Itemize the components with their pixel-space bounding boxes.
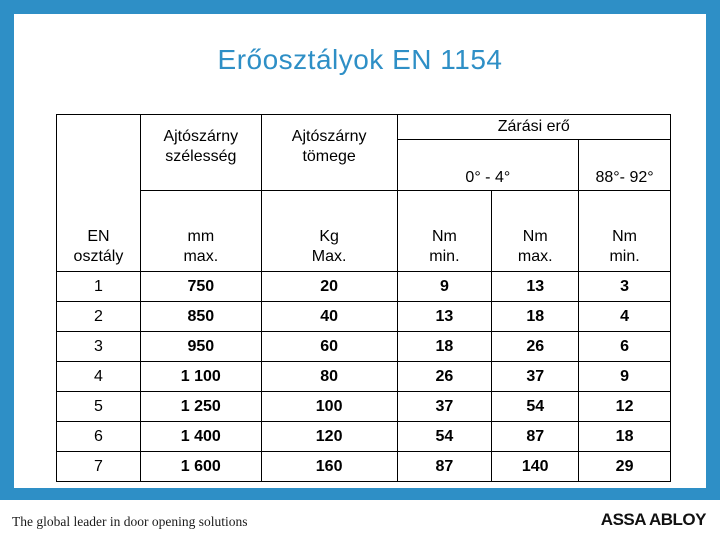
cell-mass: 80 xyxy=(261,362,397,392)
cell-min-88-92: 6 xyxy=(579,332,671,362)
cell-min-88-92: 9 xyxy=(579,362,671,392)
header-width-line2: szélesség xyxy=(165,148,237,165)
cell-class: 5 xyxy=(57,392,141,422)
table-row xyxy=(57,392,671,422)
unit-width-line2: max. xyxy=(183,248,219,265)
unit-nm-min-1-line1: Nm xyxy=(431,228,457,245)
unit-width-line1: mm xyxy=(187,228,215,245)
table-row xyxy=(57,452,671,482)
cell-max-0-4: 54 xyxy=(492,392,579,422)
footer-tagline: The global leader in door opening solutions xyxy=(12,514,248,529)
cell-class: 6 xyxy=(57,422,141,452)
slide-title: Erőosztályok EN 1154 xyxy=(217,44,503,75)
unit-mass-line2: Max. xyxy=(311,248,347,265)
cell-mass: 20 xyxy=(261,272,397,302)
header-range-0-4: 0° - 4° xyxy=(397,140,579,191)
cell-min-0-4: 37 xyxy=(397,392,492,422)
cell-min-88-92: 4 xyxy=(579,302,671,332)
cell-mass: 60 xyxy=(261,332,397,362)
header-range-88-92: 88°- 92° xyxy=(579,140,671,191)
unit-nm-min-1 xyxy=(397,191,492,272)
cell-mass: 100 xyxy=(261,392,397,422)
cell-max-0-4: 140 xyxy=(492,452,579,482)
header-door-width xyxy=(140,115,261,191)
assa-abloy-logo: ASSA ABLOY xyxy=(600,510,706,529)
header-en-line2: osztály xyxy=(73,248,124,265)
cell-min-0-4: 9 xyxy=(397,272,492,302)
unit-nm-max-line1: Nm xyxy=(522,228,548,245)
unit-nm-min-2 xyxy=(579,191,671,272)
cell-max-0-4: 26 xyxy=(492,332,579,362)
unit-nm-max-line2: max. xyxy=(517,248,553,265)
table-row xyxy=(57,362,671,392)
table-row xyxy=(57,422,671,452)
cell-class: 4 xyxy=(57,362,141,392)
unit-nm-max xyxy=(492,191,579,272)
cell-min-88-92: 18 xyxy=(579,422,671,452)
cell-width: 1 100 xyxy=(140,362,261,392)
cell-min-88-92: 3 xyxy=(579,272,671,302)
unit-nm-min-2-line1: Nm xyxy=(612,228,638,245)
cell-class: 2 xyxy=(57,302,141,332)
cell-width: 950 xyxy=(140,332,261,362)
unit-width xyxy=(140,191,261,272)
cell-class: 7 xyxy=(57,452,141,482)
header-en-line1: EN xyxy=(87,228,110,245)
header-closing-force: Zárási erő xyxy=(397,115,670,140)
header-width-line1: Ajtószárny xyxy=(163,128,239,145)
unit-nm-min-2-line2: min. xyxy=(609,248,640,265)
cell-mass: 160 xyxy=(261,452,397,482)
cell-width: 750 xyxy=(140,272,261,302)
cell-width: 850 xyxy=(140,302,261,332)
header-row-1 xyxy=(57,115,671,140)
header-en-class xyxy=(57,115,141,272)
cell-min-0-4: 18 xyxy=(397,332,492,362)
unit-mass xyxy=(261,191,397,272)
cell-min-0-4: 26 xyxy=(397,362,492,392)
unit-mass-line1: Kg xyxy=(319,228,339,245)
unit-nm-min-1-line2: min. xyxy=(429,248,460,265)
cell-max-0-4: 87 xyxy=(492,422,579,452)
cell-class: 3 xyxy=(57,332,141,362)
table-row xyxy=(57,272,671,302)
cell-max-0-4: 18 xyxy=(492,302,579,332)
cell-min-0-4: 54 xyxy=(397,422,492,452)
header-door-mass xyxy=(261,115,397,191)
cell-mass: 120 xyxy=(261,422,397,452)
cell-max-0-4: 37 xyxy=(492,362,579,392)
cell-min-88-92: 29 xyxy=(579,452,671,482)
cell-mass: 40 xyxy=(261,302,397,332)
cell-max-0-4: 13 xyxy=(492,272,579,302)
cell-width: 1 250 xyxy=(140,392,261,422)
cell-class: 1 xyxy=(57,272,141,302)
force-class-table xyxy=(56,114,671,482)
header-mass-line1: Ajtószárny xyxy=(291,128,367,145)
header-mass-line2: tömege xyxy=(302,148,356,165)
cell-min-0-4: 13 xyxy=(397,302,492,332)
cell-min-0-4: 87 xyxy=(397,452,492,482)
table-row xyxy=(57,302,671,332)
header-row-3 xyxy=(57,191,671,272)
cell-min-88-92: 12 xyxy=(579,392,671,422)
cell-width: 1 400 xyxy=(140,422,261,452)
cell-width: 1 600 xyxy=(140,452,261,482)
table-row xyxy=(57,332,671,362)
